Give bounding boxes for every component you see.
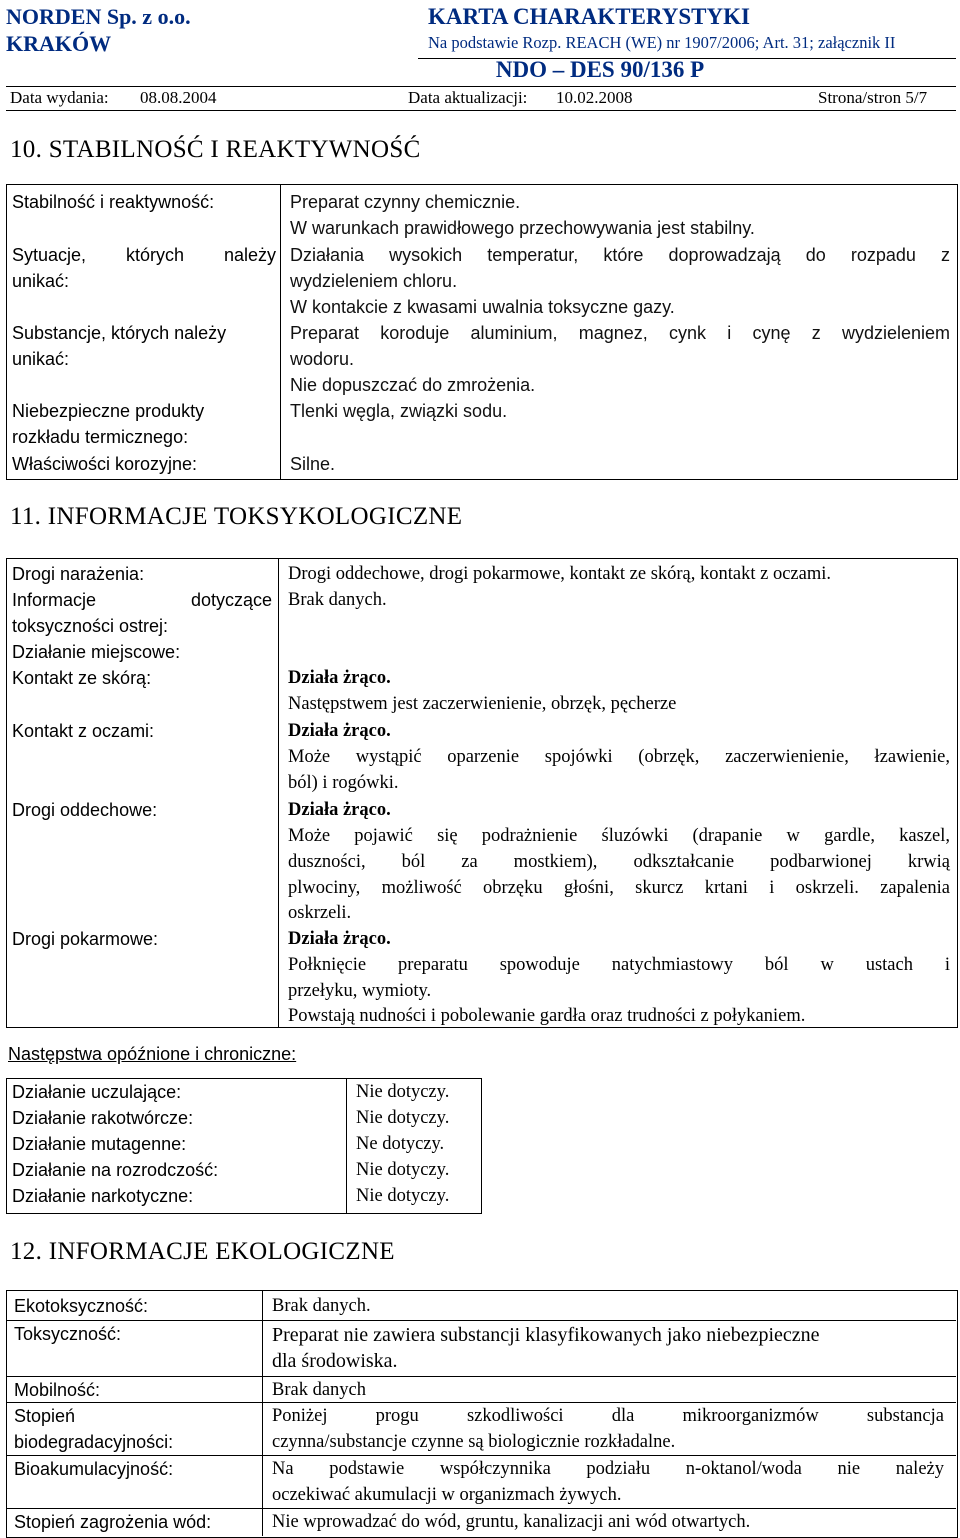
s11-value-line: Działa żrąco. [288, 929, 391, 949]
s10-value-line: W warunkach prawidłowego przechowywania jest stabilny. [290, 218, 755, 238]
delayed-label: Działanie na rozrodczość: [12, 1160, 219, 1180]
column-divider [346, 1078, 347, 1214]
s10-value-line: W kontakcie z kwasami uwalnia toksyczne gazy. [290, 297, 675, 317]
s11-value-line: Drogi oddechowe, drogi pokarmowe, kontakt ze skórą, kontakt z oczami. [288, 564, 832, 584]
s12-value-line: Na podstawie współczynnika podziału n-oktanol/woda nie należy [272, 1459, 944, 1479]
row-divider [6, 1376, 956, 1377]
delayed-value: Nie dotyczy. [356, 1160, 450, 1180]
row-divider [6, 1455, 956, 1456]
s11-value-line: Działa żrąco. [288, 721, 391, 741]
product-name: NDO – DES 90/136 P [495, 57, 705, 82]
s10-value-line: Tlenki węgla, związki sodu. [290, 401, 508, 421]
delayed-value: Nie dotyczy. [356, 1186, 450, 1206]
delayed-value: Nie dotyczy. [356, 1108, 450, 1128]
s12-label-biodeg-2: biodegradacyjności: [14, 1432, 174, 1452]
company-city: KRAKÓW [6, 31, 112, 56]
s11-value-line: Połknięcie preparatu spowoduje natychmiastowy ból w ustach i [288, 955, 950, 975]
document-basis: Na podstawie Rozp. REACH (WE) nr 1907/2006; Art. 31; załącznik II [428, 33, 896, 52]
s12-value-line: Poniżej progu szkodliwości dla mikroorganizmów substancja [272, 1406, 944, 1426]
s11-label-local: Działanie miejscowe: [12, 642, 181, 662]
header-divider [6, 86, 956, 87]
s12-label-mobility: Mobilność: [14, 1380, 101, 1400]
delayed-label: Działanie rakotwórcze: [12, 1108, 194, 1128]
s10-label-avoid-substances-2: unikać: [12, 349, 70, 369]
s10-value-line: wodoru. [290, 349, 355, 369]
s11-label-skin: Kontakt ze skórą: [12, 668, 152, 688]
s10-value-line: Silne. [290, 454, 336, 474]
s11-value-line: Powstają nudności i pobolewanie gardła oraz trudności z połykaniem. [288, 1006, 806, 1026]
s11-value-line: Może wystąpić oparzenie spojówki (obrzęk, zaczerwienienie, łzawienie, [288, 747, 950, 767]
s11-value-line: Następstwem jest zaczerwienienie, obrzęk, pęcherze [288, 694, 677, 714]
delayed-value: Ne dotyczy. [356, 1134, 445, 1154]
s12-label-biodeg: Stopień [14, 1406, 76, 1426]
s12-label-toxicity: Toksyczność: [14, 1324, 122, 1344]
s10-label-avoid-substances: Substancje, których należy [12, 323, 227, 343]
s12-value-line: Preparat nie zawiera substancji klasyfikowanych jako niebezpieczne [272, 1324, 820, 1346]
s11-value-line: Działa żrąco. [288, 800, 391, 820]
s11-value-line: Działa żrąco. [288, 668, 391, 688]
s12-label-water-hazard: Stopień zagrożenia wód: [14, 1512, 212, 1532]
s12-value-line: Brak danych [272, 1380, 367, 1400]
s10-label-decomposition-2: rozkładu termicznego: [12, 427, 189, 447]
row-divider [6, 1508, 956, 1509]
s11-value-line: plwociny, możliwość obrzęku głośni, skurcz krtani i oskrzeli. zapalenia [288, 878, 950, 898]
row-divider [6, 1320, 956, 1321]
column-divider [262, 1290, 263, 1536]
issue-date: 08.08.2004 [140, 88, 217, 107]
s10-label-corrosive: Właściwości korozyjne: [12, 454, 198, 474]
delayed-label: Działanie narkotyczne: [12, 1186, 194, 1206]
s10-label-decomposition: Niebezpieczne produkty [12, 401, 205, 421]
header-divider [418, 58, 956, 59]
s11-value-line: ból) i rogówki. [288, 773, 399, 793]
company-name: NORDEN Sp. z o.o. [6, 4, 191, 29]
header-divider [6, 110, 956, 111]
delayed-label: Działanie mutagenne: [12, 1134, 187, 1154]
s11-label-acute: Informacje dotyczące [12, 590, 272, 610]
s11-label-eyes: Kontakt z oczami: [12, 721, 155, 741]
s10-value-line: Preparat koroduje aluminium, magnez, cynk i cynę z wydzieleniem [290, 323, 950, 343]
s12-value-line: Nie wprowadzać do wód, gruntu, kanalizacji ani wód otwartych. [272, 1512, 751, 1532]
s10-label-avoid-conditions-2: unikać: [12, 271, 70, 291]
s12-value-line: Brak danych. [272, 1296, 371, 1316]
row-divider [6, 1402, 956, 1403]
s12-label-ecotox: Ekotoksyczność: [14, 1296, 149, 1316]
delayed-value: Nie dotyczy. [356, 1082, 450, 1102]
column-divider [278, 558, 279, 1028]
s11-value-line: oskrzeli. [288, 903, 352, 923]
s12-value-line: dla środowiska. [272, 1350, 398, 1372]
s11-label-acute-2: toksyczności ostrej: [12, 616, 169, 636]
s11-label-exposure: Drogi narażenia: [12, 564, 145, 584]
s12-label-bioaccumulation: Bioakumulacyjność: [14, 1459, 174, 1479]
s11-value-line: duszności, ból za mostkiem), odkształcanie podbarwionej krwią [288, 852, 950, 872]
update-label: Data aktualizacji: [408, 88, 528, 107]
s10-value-line: Działania wysokich temperatur, które doprowadzają do rozpadu z [290, 245, 950, 265]
column-divider [280, 184, 281, 480]
s10-label-avoid-conditions: Sytuacje, których należy [12, 245, 276, 265]
s11-value-line: przełyku, wymioty. [288, 981, 432, 1001]
update-date: 10.02.2008 [556, 88, 633, 107]
section-10-title: 10. STABILNOŚĆ I REAKTYWNOŚĆ [10, 136, 421, 163]
document-title: KARTA CHARAKTERYSTYKI [428, 4, 750, 29]
delayed-effects-title: Następstwa opóźnione i chroniczne: [8, 1044, 297, 1064]
section-11-title: 11. INFORMACJE TOKSYKOLOGICZNE [10, 503, 463, 530]
s11-label-ingestion: Drogi pokarmowe: [12, 929, 159, 949]
section-12-title: 12. INFORMACJE EKOLOGICZNE [10, 1238, 395, 1265]
issue-label: Data wydania: [10, 88, 109, 107]
s10-label-stability: Stabilność i reaktywność: [12, 192, 215, 212]
s10-value-line: Preparat czynny chemicznie. [290, 192, 521, 212]
s11-label-inhalation: Drogi oddechowe: [12, 800, 158, 820]
s11-value-line: Może pojawić się podrażnienie śluzówki (drapanie w gardle, kaszel, [288, 826, 950, 846]
delayed-label: Działanie uczulające: [12, 1082, 182, 1102]
s10-value-line: Nie dopuszczać do zmrożenia. [290, 375, 536, 395]
s12-value-line: czynna/substancje czynne są biologicznie rozkładalne. [272, 1432, 676, 1452]
s10-value-line: wydzieleniem chloru. [290, 271, 458, 291]
page-number: Strona/stron 5/7 [818, 88, 928, 107]
s12-value-line: oczekiwać akumulacji w organizmach żywych. [272, 1485, 622, 1505]
s11-value-line: Brak danych. [288, 590, 387, 610]
